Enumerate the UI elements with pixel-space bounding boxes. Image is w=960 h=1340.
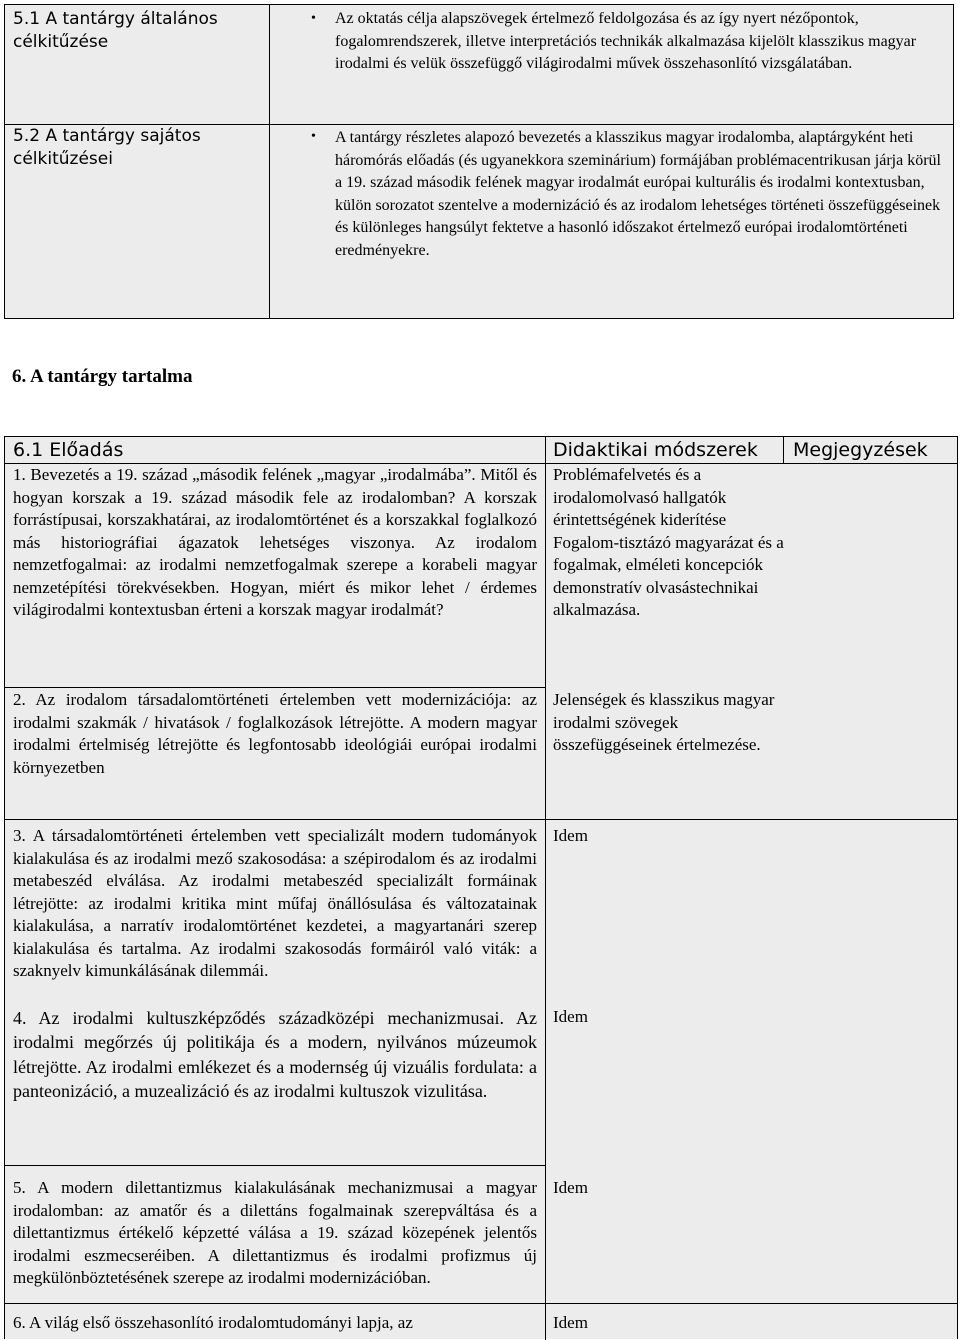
header-notes: Megjegyzések: [793, 439, 928, 461]
table-row: 5. A modern dilettantizmus kialakulásának mechanizmusai a magyar irodalomban: az amatőr és a dilettáns fogalmainak szerepváltása és a dilettantizmus értékelő képzetté válása a 19. század közepének jelentős irodalmi eszmecseréiben. A dilettantizmus és irodalmi profizmus új megkülönböztetésének szerepe az irodalmi modernizációban.: [13, 1178, 537, 1287]
row-method: Jelenségek és klasszikus magyar irodalmi szövegek összefüggéseinek értelmezése.: [553, 690, 775, 754]
table-row: 1. Bevezetés a 19. század „második felének „magyar „irodalmába”. Mitől és hogyan korszak a 19. század második fele az irodalomban? A korszak forrástípusai, korszakhatárai, az irodalomtörténet és a korszakkal foglalkozó más historiográfiai ágazatok lehetséges viszonya. Az irodalom nemzetfogalmai: az irodalmi nemzetfogalmak szerepe a korabeli magyar nemzetépítési törekvésekben. Hogyan, miért és mikor lehet / érdemes világirodalmi kontextusban érteni a korszak magyar irodalmát?: [13, 465, 537, 619]
column-divider: [783, 437, 784, 463]
row-method: Idem: [553, 1178, 588, 1197]
row-divider: [5, 819, 957, 820]
section-title: 6. A tantárgy tartalma: [12, 366, 193, 387]
row-method: Idem: [553, 1313, 588, 1332]
header-methods: Didaktikai módszerek: [553, 439, 758, 461]
table-row: 6. A világ első összehasonlító irodalomtudományi lapja, az: [13, 1313, 413, 1332]
row-divider: [5, 1165, 545, 1166]
bullet-icon: •: [311, 11, 316, 26]
row-method: Idem: [553, 826, 588, 845]
goals-divider-vertical: [269, 5, 270, 318]
table-row: 4. Az irodalmi kultuszképződés századközépi mechanizmusai. Az irodalmi megőrzés új politikája és a modern, nyilvános múzeumok létrejötte. Az irodalmi emlékezet és a modernség új vizuális fordulata: a panteonizáció, a muzealizáció és az irodalmi kultuszok vizulitása.: [13, 1008, 537, 1102]
row-divider: [5, 687, 545, 688]
row-divider: [5, 1303, 957, 1304]
row-method: Idem: [553, 1007, 588, 1026]
goals-table: [4, 4, 954, 319]
table-row: 3. A társadalomtörténeti értelemben vett specializált modern tudományok kialakulása és az irodalmi mező szakosodása: a szépirodalom és az irodalmi metabeszéd elválása. Az irodalmi metabeszéd specializált formáinak létrejötte: az irodalmi kritika mint műfaj önállósulása és változatainak kialakulása, a narratív irodalomtörténet kezdetei, a magyartanári szerep kialakulása és tartalma. Az irodalmi szakosodás formáiról való viták: a szaknyelv kimunkálásának dilemmái.: [13, 826, 537, 980]
general-goal-label: 5.1 A tantárgy általános célkitűzése: [13, 9, 218, 52]
content-table: [4, 436, 958, 1339]
specific-goal-label: 5.2 A tantárgy sajátos célkitűzései: [13, 126, 201, 169]
row-method: Problémafelvetés és a irodalomolvasó hallgatók érintettségének kiderítése Fogalom-tisztázó magyarázat és a fogalmak, elméleti koncepciók demonstratív olvasástechnikai alkalmazása.: [553, 465, 784, 619]
general-goal-text: Az oktatás célja alapszövegek értelmező feldolgozása és az így nyert nézőpontok, fogalomrendszerek, illetve interpretációs technikák alkalmazása kijelölt klasszikus magyar irodalmi és velük összefüggő világirodalmi művek összehasonlító vizsgálatában.: [335, 10, 917, 72]
table-row: 2. Az irodalom társadalomtörténeti értelemben vett modernizációja: az irodalmi szakmák / hivatások / foglalkozások létrejötte. A modern magyar irodalmi értelmiség létrejötte és legfontosabb ideológiái európai irodalmi környezetben: [13, 690, 537, 777]
header-lecture: 6.1 Előadás: [13, 439, 124, 461]
specific-goal-text: A tantárgy részletes alapozó bevezetés a klasszikus magyar irodalomba, alaptárgyként heti háromórás előadás (és ugyanekkora szeminárium) formájában problémacentrikusan járja körül a 19. század második felének magyar irodalmát európai kulturális és irodalmi kontextusban, külön sorozatot szentelve a modernizáció és az irodalom lehetséges történeti összefüggéseinek és különleges hangsúlyt fektetve a hasonló időszakot értelmező európai irodalomtörténeti eredményekre.: [335, 129, 941, 259]
column-divider: [545, 437, 546, 1340]
bullet-icon: •: [311, 129, 316, 144]
